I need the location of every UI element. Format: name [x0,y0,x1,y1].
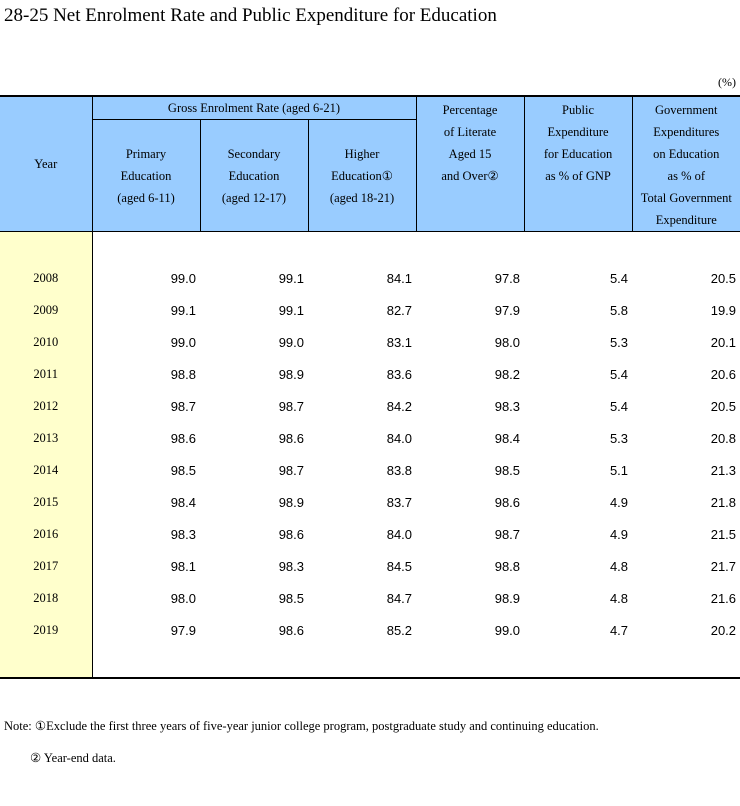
cell-gov: 21.7 [710,558,737,574]
cell-higher: 84.7 [386,590,413,606]
cell-higher: 84.0 [386,430,413,446]
cell-gnp: 5.4 [609,270,629,286]
cell-gnp: 5.4 [609,366,629,382]
cell-higher: 83.1 [386,334,413,350]
cell-year: 2013 [0,422,92,454]
cell-literate: 97.9 [494,302,521,318]
cell-secondary: 99.1 [278,302,304,318]
cell-gov: 20.6 [710,366,737,382]
footnotes [4,718,599,766]
cell-gnp: 4.8 [609,590,629,606]
table-row [0,262,740,294]
cell-primary: 99.0 [170,270,196,286]
cell-higher: 84.2 [386,398,413,414]
cell-gov: 20.1 [710,334,737,350]
header-primary: Primary Education (aged 6-11) [92,120,200,232]
table-row [0,550,740,582]
header-literate: Percentage of Literate Aged 15 and Over② [416,96,524,232]
table-row [0,614,740,646]
cell-primary: 98.7 [170,398,196,414]
cell-secondary: 98.9 [278,366,304,382]
cell-literate: 98.8 [494,558,521,574]
table-row [0,326,740,358]
cell-gnp: 5.1 [609,462,629,478]
cell-primary: 98.6 [170,430,196,446]
cell-secondary: 98.6 [278,622,304,638]
cell-higher: 83.8 [386,462,413,478]
cell-gov: 19.9 [710,302,737,318]
cell-primary: 98.4 [170,494,196,510]
cell-gnp: 4.8 [609,558,629,574]
cell-gov: 20.2 [710,622,737,638]
cell-secondary: 99.1 [278,270,304,286]
cell-higher: 83.6 [386,366,413,382]
cell-secondary: 98.3 [278,558,304,574]
cell-primary: 98.1 [170,558,196,574]
cell-secondary: 98.7 [278,462,304,478]
cell-gnp: 5.4 [609,398,629,414]
cell-literate: 98.9 [494,590,521,606]
cell-literate: 99.0 [494,622,521,638]
cell-literate: 98.2 [494,366,521,382]
cell-year: 2019 [0,614,92,646]
cell-primary: 98.0 [170,590,196,606]
page-title: 28-25 Net Enrolment Rate and Public Expenditure for Education [4,5,497,26]
table-row [0,486,740,518]
cell-year: 2009 [0,294,92,326]
cell-gov: 20.5 [710,398,737,414]
header-year: Year [0,96,92,232]
cell-higher: 82.7 [386,302,413,318]
table-row [0,390,740,422]
cell-primary: 98.3 [170,526,196,542]
cell-gov: 21.8 [710,494,737,510]
table-row [0,582,740,614]
cell-literate: 98.5 [494,462,521,478]
cell-gnp: 5.8 [609,302,629,318]
cell-year: 2016 [0,518,92,550]
header-public-expenditure: Public Expenditure for Education as % of GNP [524,96,632,232]
cell-year: 2015 [0,486,92,518]
cell-gov: 21.3 [710,462,737,478]
cell-higher: 84.1 [386,270,413,286]
cell-secondary: 99.0 [278,334,304,350]
cell-secondary: 98.6 [278,430,304,446]
unit-label: (%) [718,75,736,89]
cell-year: 2018 [0,582,92,614]
cell-literate: 98.6 [494,494,521,510]
cell-year: 2017 [0,550,92,582]
cell-primary: 98.8 [170,366,196,382]
cell-year: 2008 [0,262,92,294]
cell-year: 2012 [0,390,92,422]
cell-higher: 85.2 [386,622,413,638]
cell-gov: 20.5 [710,270,737,286]
cell-higher: 83.7 [386,494,413,510]
cell-year: 2011 [0,358,92,390]
cell-secondary: 98.7 [278,398,304,414]
cell-literate: 98.7 [494,526,521,542]
cell-higher: 84.0 [386,526,413,542]
statistics-table [0,95,740,679]
header-government-expenditure: Government Expenditures on Education as % of Total Government Expenditure [632,96,740,232]
cell-gnp: 4.7 [609,622,629,638]
cell-gov: 21.5 [710,526,737,542]
cell-year: 2014 [0,454,92,486]
table-header [0,96,740,232]
cell-higher: 84.5 [386,558,413,574]
cell-gov: 21.6 [710,590,737,606]
table-row [0,294,740,326]
cell-gnp: 4.9 [609,526,629,542]
table-body [0,232,740,679]
table-row [0,454,740,486]
cell-secondary: 98.9 [278,494,304,510]
header-gross-enrolment-group: Gross Enrolment Rate (aged 6-21) [92,96,416,120]
cell-gov: 20.8 [710,430,737,446]
cell-primary: 99.0 [170,334,196,350]
cell-secondary: 98.6 [278,526,304,542]
footnote-2: ② Year-end data. [30,751,116,765]
cell-primary: 97.9 [170,622,196,638]
cell-gnp: 5.3 [609,334,629,350]
cell-primary: 99.1 [170,302,196,318]
cell-literate: 98.0 [494,334,521,350]
cell-literate: 97.8 [494,270,521,286]
table-row [0,422,740,454]
table-row [0,518,740,550]
footnote-1: Note: ①Exclude the first three years of five-year junior college program, postgraduate study and continuing education. [4,719,599,733]
header-secondary: Secondary Education (aged 12-17) [200,120,308,232]
cell-gnp: 4.9 [609,494,629,510]
cell-literate: 98.3 [494,398,521,414]
table-row [0,358,740,390]
cell-gnp: 5.3 [609,430,629,446]
cell-year: 2010 [0,326,92,358]
header-higher: Higher Education① (aged 18-21) [308,120,416,232]
cell-secondary: 98.5 [278,590,304,606]
cell-literate: 98.4 [494,430,521,446]
cell-primary: 98.5 [170,462,196,478]
